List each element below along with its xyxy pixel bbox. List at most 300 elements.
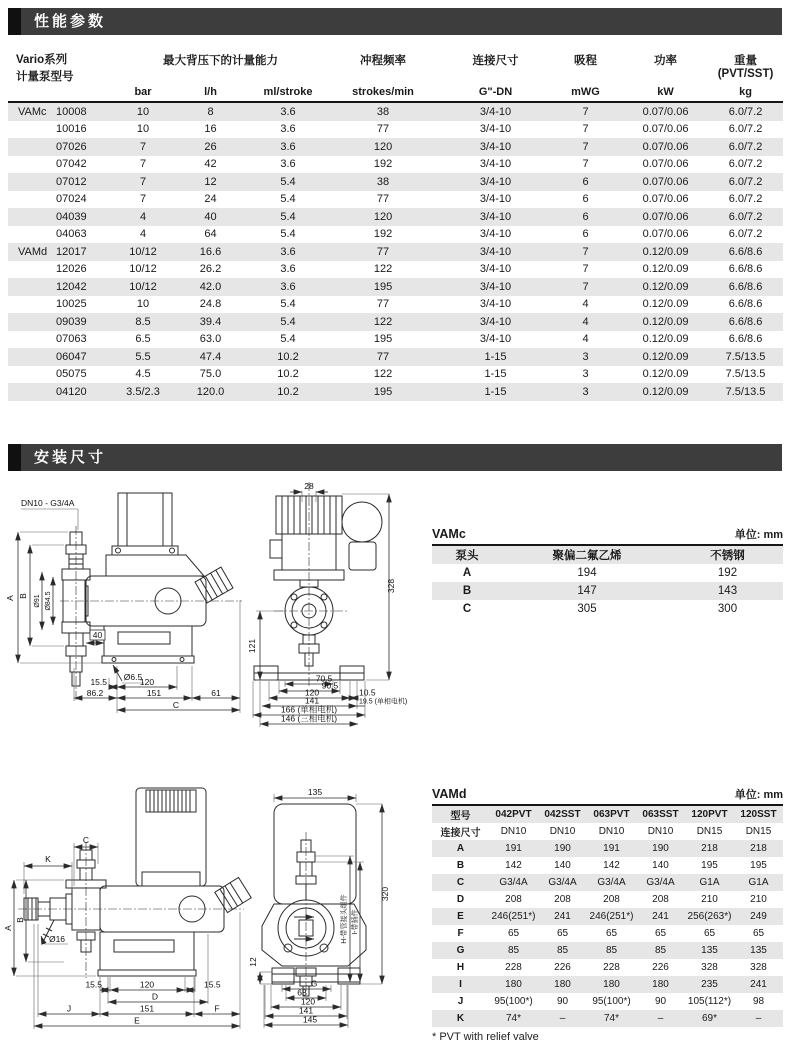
table-cell: 120 (373, 210, 393, 223)
table-cell: A (456, 843, 465, 854)
table-cell: 65 (752, 928, 765, 939)
dim-label: 120 (304, 687, 320, 698)
table-row (432, 908, 783, 925)
table-cell: 85 (605, 945, 618, 956)
table-row (432, 925, 783, 942)
table-cell: VAMd (18, 245, 48, 258)
dim-label: 320 (380, 886, 390, 902)
table-cell: 39.4 (199, 315, 222, 328)
table-cell: 208 (603, 894, 620, 905)
table-cell: 0.07/0.06 (642, 123, 689, 136)
table-cell (8, 138, 56, 156)
table-cell: 246(251*) (589, 911, 634, 922)
table-cell: 6.0/7.2 (728, 228, 763, 241)
vamc-dims-head (432, 546, 783, 564)
table-cell: 191 (505, 843, 522, 854)
table-cell: 6.0/7.2 (728, 193, 763, 206)
table-cell: 195 (373, 385, 393, 398)
vamc-dims-title: VAMc (432, 527, 466, 541)
col-header-weight-line2: (PVT/SST) (717, 68, 774, 80)
vamd-front-view-drawing (248, 786, 440, 1043)
dim-label: B (15, 917, 25, 923)
table-cell: 0.07/0.06 (642, 140, 689, 153)
table-cell: 1-15 (484, 350, 507, 363)
header-row-units (8, 82, 783, 102)
table-cell: 10025 (56, 298, 87, 311)
table-cell: 218 (701, 843, 718, 854)
table-cell: 10008 (56, 105, 87, 118)
table-cell (8, 173, 56, 191)
dim-label: 15.5 (90, 677, 107, 687)
table-cell: 195 (373, 333, 393, 346)
table-row (8, 156, 783, 174)
table-cell: 63.0 (199, 333, 222, 346)
table-cell: 6.0/7.2 (728, 175, 763, 188)
table-cell: 09039 (56, 315, 87, 328)
dim-label: D (151, 991, 159, 1002)
table-cell: 3/4-10 (479, 228, 512, 241)
table-cell: 3/4-10 (479, 333, 512, 346)
dim-label: G (310, 978, 318, 989)
table-cell: 143 (717, 585, 738, 597)
table-cell: 12017 (56, 245, 87, 258)
table-cell: 241 (750, 979, 767, 990)
dim-label: K (45, 854, 51, 864)
table-row (8, 121, 783, 139)
table-row (8, 243, 783, 261)
table-cell: 192 (717, 567, 738, 579)
table-cell: 04063 (56, 228, 87, 241)
table-cell: 6 (582, 210, 589, 223)
table-cell: 195 (701, 860, 718, 871)
col-header-120sst: 120SST (740, 809, 777, 820)
table-cell: 210 (701, 894, 718, 905)
table-row (8, 102, 783, 121)
dim-label: Ø91 (34, 594, 41, 608)
table-cell: G1A (748, 877, 769, 888)
table-cell: 04120 (56, 385, 87, 398)
table-cell: 65 (556, 928, 569, 939)
table-cell: 0.07/0.06 (642, 175, 689, 188)
table-cell: 3/4-10 (479, 245, 512, 258)
table-cell: C (456, 877, 465, 888)
dim-label: C (172, 700, 180, 710)
dim-label: 141 (298, 1005, 314, 1016)
table-cell: 142 (505, 860, 522, 871)
table-cell: 4.5 (135, 368, 151, 381)
col-header-connection: 连接尺寸 (472, 55, 519, 67)
table-cell: 3.6 (280, 123, 296, 136)
performance-table-body (8, 102, 783, 401)
table-cell: 4 (139, 210, 147, 223)
table-cell: G1A (699, 877, 720, 888)
table-cell (8, 296, 56, 314)
dim-label: H-带管接头组件 (341, 894, 348, 944)
table-cell: 192 (373, 158, 393, 171)
table-cell: 218 (750, 843, 767, 854)
extension-lines (260, 794, 382, 1028)
table-cell: 328 (701, 962, 718, 973)
table-cell: 1-15 (484, 385, 507, 398)
dim-label: 61 (211, 688, 221, 698)
dim-label: 15.5 (85, 979, 102, 990)
dim-label: Ø6.5 (123, 672, 143, 682)
table-cell: B (462, 585, 472, 597)
table-cell: 3/4-10 (479, 210, 512, 223)
table-cell: 190 (652, 843, 669, 854)
table-cell: 228 (505, 962, 522, 973)
table-cell: 3 (582, 368, 589, 381)
table-row (432, 600, 783, 618)
table-cell: 6 (582, 228, 589, 241)
unit-kg: kg (739, 85, 752, 98)
table-cell: 180 (505, 979, 522, 990)
table-cell: 0.12/0.09 (642, 350, 689, 363)
centerlines (274, 482, 348, 688)
table-cell: 192 (373, 228, 393, 241)
table-cell: 5.4 (280, 175, 296, 188)
table-row (8, 261, 783, 279)
table-cell: 77 (376, 298, 390, 311)
vamc-dims-grid (432, 546, 783, 618)
table-cell (8, 278, 56, 296)
unit-bar: bar (134, 85, 152, 98)
table-cell: I (459, 979, 462, 990)
table-cell: 3/4-10 (479, 263, 512, 276)
table-row (432, 1010, 783, 1027)
table-cell: 191 (603, 843, 620, 854)
table-cell: 75.0 (199, 368, 222, 381)
table-cell: – (755, 1013, 762, 1024)
dim-label: C (82, 835, 90, 845)
table-cell: 38 (376, 175, 390, 188)
table-cell: 42.0 (199, 280, 222, 293)
table-cell: 195 (750, 860, 767, 871)
table-cell: 65 (605, 928, 618, 939)
table-cell: 10 (136, 105, 150, 118)
table-cell: 3 (582, 350, 589, 363)
table-cell: C (462, 603, 472, 615)
table-cell: 3/4-10 (479, 193, 512, 206)
table-cell: 65 (703, 928, 716, 939)
table-row (8, 191, 783, 209)
col-header-model (8, 46, 118, 102)
table-cell: 64 (204, 228, 217, 241)
table-row (8, 296, 783, 314)
table-cell: 47.4 (199, 350, 222, 363)
table-cell: 5.4 (280, 228, 296, 241)
table-cell: 210 (750, 894, 767, 905)
unit-g-dn: G"-DN (478, 85, 513, 98)
table-cell: 122 (373, 368, 393, 381)
table-cell: 90 (654, 996, 667, 1007)
table-cell: 135 (701, 945, 718, 956)
table-cell: 4 (582, 315, 589, 328)
table-cell: 0.12/0.09 (642, 385, 689, 398)
table-cell: DN15 (745, 826, 772, 837)
dim-label: 146 (三相电机) (280, 713, 338, 724)
table-row (432, 874, 783, 891)
dim-label: 145 (302, 1014, 318, 1025)
table-row (8, 331, 783, 349)
table-row (432, 582, 783, 600)
table-cell: 180 (603, 979, 620, 990)
table-cell: 77 (376, 245, 390, 258)
table-cell: 85 (556, 945, 569, 956)
col-header-model-line2: 计量泵型号 (16, 70, 74, 83)
table-row (8, 208, 783, 226)
table-cell: 10.2 (277, 368, 299, 381)
table-cell: 6 (582, 193, 589, 206)
table-cell: 5.4 (280, 333, 296, 346)
table-cell: 105(112*) (687, 996, 732, 1007)
vamd-dims-title-row (432, 786, 783, 806)
table-cell: 120.0 (196, 385, 225, 398)
table-cell (8, 331, 56, 349)
table-cell: 6.0/7.2 (728, 105, 763, 118)
table-cell: 300 (717, 603, 738, 615)
table-cell: 1-15 (484, 368, 507, 381)
table-cell: 328 (750, 962, 767, 973)
table-cell: 7 (139, 140, 147, 153)
table-cell: 10/12 (129, 245, 157, 258)
table-cell (8, 208, 56, 226)
vamd-dimensions-table (432, 786, 783, 1027)
table-row (8, 173, 783, 191)
vamc-dims-body (432, 564, 783, 618)
table-row (8, 348, 783, 366)
table-cell: 10 (136, 123, 150, 136)
section-title: 性能参数 (34, 13, 107, 30)
dim-label: A (3, 925, 13, 931)
table-cell: 40 (204, 210, 217, 223)
table-cell: 147 (577, 585, 597, 597)
centerlines (18, 842, 244, 978)
table-cell: VAMc (18, 105, 47, 118)
table-cell: 142 (603, 860, 620, 871)
col-header-suction: 吸程 (574, 55, 598, 67)
vamd-dims-body (432, 823, 783, 1027)
dim-label: B (18, 593, 28, 599)
table-cell: 190 (554, 843, 571, 854)
col-header-063sst: 063SST (642, 809, 679, 820)
table-cell: 4 (139, 228, 147, 241)
table-cell: 0.12/0.09 (642, 280, 689, 293)
table-cell: – (657, 1013, 664, 1024)
table-cell: 7 (582, 245, 589, 258)
dim-label: A (5, 595, 15, 601)
vamd-dims-head (432, 806, 783, 823)
table-cell: 7 (582, 105, 589, 118)
table-cell: 42 (204, 158, 217, 171)
dim-label: 70.5 (315, 673, 333, 684)
table-cell: 241 (554, 911, 571, 922)
table-cell: 10/12 (129, 263, 157, 276)
table-cell: D (456, 894, 465, 905)
table-cell: G3/4A (499, 877, 528, 888)
table-cell: 65 (507, 928, 520, 939)
dim-label: I-带插件 (352, 909, 359, 935)
table-cell: 24 (204, 193, 217, 206)
table-cell: 3.5/2.3 (126, 385, 160, 398)
centerlines (60, 526, 242, 700)
table-cell: 06047 (56, 350, 87, 363)
table-row (8, 278, 783, 296)
table-cell: B (456, 860, 465, 871)
table-cell: 0.07/0.06 (642, 105, 689, 118)
table-row (432, 993, 783, 1010)
table-cell: DN15 (696, 826, 723, 837)
table-cell: 6.6/8.6 (728, 245, 763, 258)
table-cell: 0.07/0.06 (642, 228, 689, 241)
table-cell: 0.12/0.09 (642, 315, 689, 328)
pump-outline (62, 493, 233, 686)
header-row (432, 806, 783, 823)
dim-label: E (134, 1015, 140, 1026)
table-cell: 0.12/0.09 (642, 245, 689, 258)
table-cell: 241 (652, 911, 669, 922)
table-cell: 5.4 (280, 315, 296, 328)
table-cell: 07012 (56, 175, 87, 188)
pump-outline (24, 788, 251, 976)
table-cell: 228 (603, 962, 620, 973)
table-cell (8, 366, 56, 384)
table-cell: 95(100*) (494, 996, 533, 1007)
table-cell: 226 (652, 962, 669, 973)
table-cell: 10/12 (129, 280, 157, 293)
table-cell: 77 (376, 193, 390, 206)
table-cell: 77 (376, 350, 390, 363)
table-cell: 5.5 (135, 350, 151, 363)
dim-label: Ø84.5 (45, 591, 52, 611)
vamc-front-view-drawing (246, 478, 442, 730)
table-cell: G (456, 945, 465, 956)
table-cell: 26.2 (199, 263, 222, 276)
table-cell: 256(263*) (687, 911, 732, 922)
table-cell: 6.6/8.6 (728, 315, 763, 328)
table-cell: 3.6 (280, 158, 296, 171)
table-cell: 6.5 (135, 333, 151, 346)
vamc-side-view-drawing (6, 488, 244, 734)
table-cell: DN10 (598, 826, 625, 837)
table-row (432, 857, 783, 874)
pvt-relief-valve-footnote: * PVT with relief valve (432, 1031, 539, 1043)
section-title: 安装尺寸 (34, 449, 107, 466)
table-cell: 6.6/8.6 (728, 263, 763, 276)
table-cell: 3/4-10 (479, 140, 512, 153)
table-cell: 10016 (56, 123, 87, 136)
table-cell: DN10 (549, 826, 576, 837)
table-cell: 7 (582, 158, 589, 171)
dim-label: F (214, 1003, 220, 1014)
table-cell (8, 156, 56, 174)
table-row (432, 942, 783, 959)
dim-label: 10.5 (359, 687, 376, 698)
table-cell: 95(100*) (592, 996, 631, 1007)
dim-label: 12 (248, 957, 258, 967)
dim-label: 120 (139, 677, 155, 687)
table-cell: 3/4-10 (479, 123, 512, 136)
col-header-063pvt: 063PVT (593, 809, 630, 820)
table-cell: 0.12/0.09 (642, 298, 689, 311)
table-cell: 10.2 (277, 350, 299, 363)
table-cell: 3/4-10 (479, 298, 512, 311)
performance-table-head (8, 46, 783, 102)
table-cell: 0.12/0.09 (642, 368, 689, 381)
unit-lh: l/h (204, 85, 217, 98)
table-cell: 122 (373, 263, 393, 276)
table-cell: 6.0/7.2 (728, 140, 763, 153)
table-cell: 4 (582, 333, 589, 346)
table-cell: 6.0/7.2 (728, 123, 763, 136)
performance-table (8, 46, 783, 401)
pump-outline (254, 496, 382, 680)
table-cell: 3/4-10 (479, 105, 512, 118)
table-cell: 3/4-10 (479, 280, 512, 293)
section-header-performance (8, 8, 782, 35)
table-cell: 3/4-10 (479, 315, 512, 328)
dim-label: Ø16 (48, 934, 66, 944)
vamd-dims-grid (432, 806, 783, 1027)
table-cell: 120 (373, 140, 393, 153)
dim-label: 135 (307, 787, 323, 797)
table-cell: 3.6 (280, 140, 296, 153)
vamd-dims-unit: 单位: mm (734, 789, 783, 801)
col-header-pump-head: 泵头 (455, 550, 479, 562)
table-cell: 6.0/7.2 (728, 210, 763, 223)
dim-label: 28 (304, 481, 314, 491)
table-cell: G3/4A (548, 877, 577, 888)
table-cell: 7 (139, 175, 147, 188)
table-row (8, 366, 783, 384)
vamc-dims-title-row (432, 526, 783, 546)
table-row (8, 383, 783, 401)
table-cell: 246(251*) (491, 911, 536, 922)
col-header-model-line1: Vario系列 (16, 54, 68, 66)
table-cell: 3.6 (280, 280, 296, 293)
table-cell: 0.07/0.06 (642, 210, 689, 223)
table-cell (8, 348, 56, 366)
section-bar-tick (8, 8, 21, 35)
col-header-weight (708, 46, 783, 82)
table-cell: 24.8 (199, 298, 222, 311)
table-cell: 3 (582, 385, 589, 398)
table-cell: 0.12/0.09 (642, 333, 689, 346)
table-cell: 07042 (56, 158, 87, 171)
table-cell (8, 191, 56, 209)
dim-label: 86.2 (86, 688, 104, 698)
table-row (432, 891, 783, 908)
table-cell: 10.2 (277, 385, 299, 398)
table-cell: J (457, 996, 464, 1007)
performance-table-grid (8, 46, 783, 401)
table-cell: 3/4-10 (479, 175, 512, 188)
section-bar-tick (8, 444, 21, 471)
table-cell: G3/4A (597, 877, 626, 888)
dim-label: 166 (单相电机) (280, 704, 338, 715)
table-cell: 3/4-10 (479, 158, 512, 171)
header-row-1 (8, 46, 783, 82)
table-cell: 7 (582, 280, 589, 293)
table-cell: 7 (582, 123, 589, 136)
dim-label: 120 (300, 996, 316, 1007)
table-cell: 07024 (56, 193, 87, 206)
unit-mwg: mWG (571, 85, 600, 98)
table-cell: 0.07/0.06 (642, 193, 689, 206)
table-cell: 226 (554, 962, 571, 973)
table-cell: 6.6/8.6 (728, 280, 763, 293)
table-cell: G3/4A (646, 877, 675, 888)
